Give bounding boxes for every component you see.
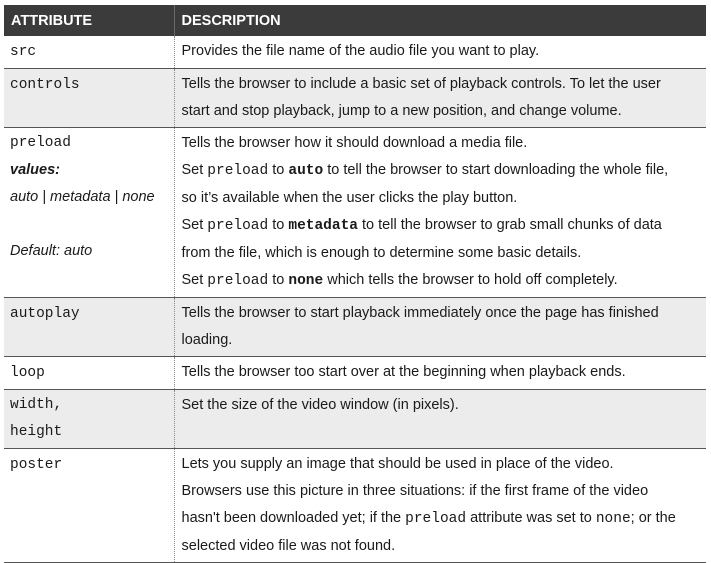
desc-line: Tells the browser to start playback immediately once the page has finished bbox=[181, 305, 659, 321]
desc-cell-poster bbox=[174, 449, 706, 563]
attr-name: loop bbox=[10, 365, 45, 381]
keyword-auto: auto bbox=[288, 163, 324, 179]
values-list: auto | metadata | none bbox=[10, 189, 155, 205]
none-text: which tells the browser to hold off completely. bbox=[327, 272, 618, 288]
attr-cell-preload bbox=[4, 128, 174, 298]
desc-line-none bbox=[182, 267, 699, 295]
auto-text: to tell the browser to start downloading the whole file, bbox=[327, 162, 669, 178]
desc-line: loading. bbox=[181, 332, 233, 348]
desc-line: Set the size of the video window (in pixels). bbox=[181, 397, 459, 413]
values-label: values: bbox=[10, 162, 60, 178]
desc-line-auto bbox=[182, 157, 699, 185]
desc-cell-width-height bbox=[174, 390, 706, 449]
desc-cell-loop bbox=[174, 357, 706, 390]
text: attribute was set to bbox=[470, 510, 592, 526]
desc-line: Tells the browser too start over at the beginning when playback ends. bbox=[181, 364, 626, 380]
text: ; or the bbox=[630, 510, 676, 526]
table-row bbox=[4, 128, 706, 298]
table-row bbox=[4, 449, 706, 563]
header-attribute: ATTRIBUTE bbox=[4, 5, 174, 36]
attr-cell-controls bbox=[4, 69, 174, 128]
desc-line: so it’s available when the user clicks the play button. bbox=[181, 190, 518, 206]
desc-cell-autoplay bbox=[174, 298, 706, 357]
table-row bbox=[4, 390, 706, 449]
keyword-metadata: metadata bbox=[288, 218, 358, 234]
attr-name: preload bbox=[10, 135, 71, 151]
spacer bbox=[10, 211, 166, 238]
attr-name: autoplay bbox=[10, 306, 80, 322]
desc-line: Tells the browser to include a basic set of playback controls. To let the user bbox=[181, 76, 661, 92]
default-value: Default: auto bbox=[10, 243, 93, 259]
cropped-caption-strip bbox=[0, 0, 711, 4]
desc-line: selected video file was not found. bbox=[181, 538, 396, 554]
attr-name: width, bbox=[10, 397, 63, 413]
desc-line: Tells the browser how it should download a media file. bbox=[181, 135, 528, 151]
attr-name: src bbox=[10, 44, 37, 60]
to-word: to bbox=[272, 217, 285, 233]
desc-line-preload bbox=[182, 505, 699, 533]
set-word: Set bbox=[181, 272, 204, 288]
desc-line: start and stop playback, jump to a new position, and change volume. bbox=[181, 103, 622, 119]
desc-line: Lets you supply an image that should be used in place of the video. bbox=[181, 456, 614, 472]
desc-cell-src bbox=[174, 36, 706, 69]
attr-name: height bbox=[10, 424, 63, 440]
attr-cell-autoplay bbox=[4, 298, 174, 357]
to-word: to bbox=[272, 272, 285, 288]
to-word: to bbox=[272, 162, 285, 178]
table-header-row bbox=[4, 5, 706, 36]
code-preload: preload bbox=[405, 511, 467, 527]
code-none: none bbox=[595, 511, 631, 527]
attr-cell-width-height bbox=[4, 390, 174, 449]
text: hasn't been downloaded yet; if the bbox=[181, 510, 402, 526]
set-word: Set bbox=[181, 217, 204, 233]
keyword-none: none bbox=[288, 273, 324, 289]
attr-name: controls bbox=[10, 77, 80, 93]
desc-line: from the file, which is enough to determine some basic details. bbox=[181, 245, 582, 261]
desc-line: Provides the file name of the audio file you want to play. bbox=[181, 43, 540, 59]
table-row bbox=[4, 69, 706, 128]
desc-line: Browsers use this picture in three situations: if the first frame of the video bbox=[181, 483, 649, 499]
desc-cell-preload bbox=[174, 128, 706, 298]
desc-line-metadata bbox=[182, 212, 699, 240]
set-word: Set bbox=[181, 162, 204, 178]
header-description: DESCRIPTION bbox=[174, 5, 706, 36]
attr-name: poster bbox=[10, 457, 63, 473]
desc-cell-controls bbox=[174, 69, 706, 128]
attributes-table bbox=[4, 5, 706, 563]
metadata-text: to tell the browser to grab small chunks of data bbox=[362, 217, 662, 233]
code-preload: preload bbox=[207, 163, 269, 179]
attr-cell-src bbox=[4, 36, 174, 69]
attr-cell-loop bbox=[4, 357, 174, 390]
code-preload: preload bbox=[207, 273, 269, 289]
code-preload: preload bbox=[207, 218, 269, 234]
table-row bbox=[4, 357, 706, 390]
table-row bbox=[4, 298, 706, 357]
attr-cell-poster bbox=[4, 449, 174, 563]
table-row bbox=[4, 36, 706, 69]
